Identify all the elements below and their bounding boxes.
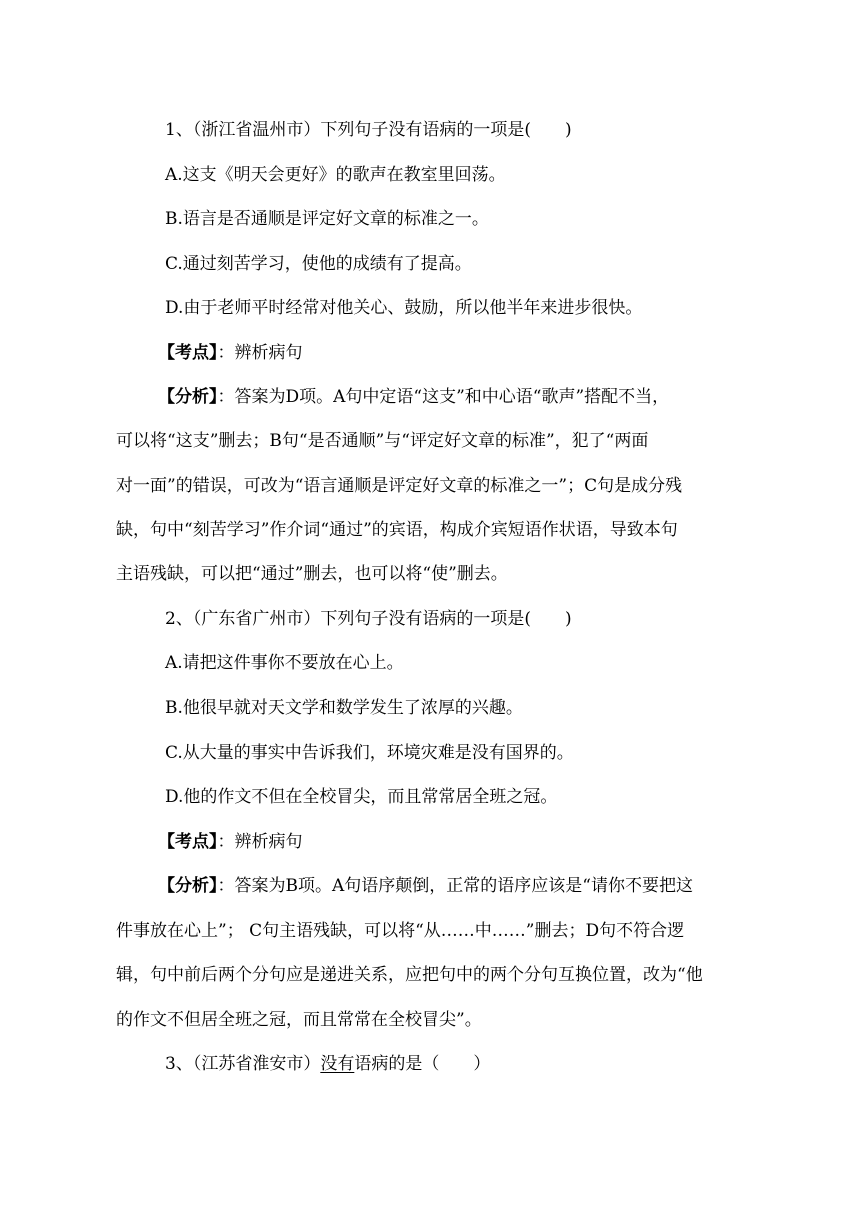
question-1-fenxi-line-4: 缺，句中“刻苦学习”作介词“通过”的宾语，构成介宾短语作状语，导致本句 — [116, 520, 678, 540]
question-2-option-d: D.他的作文不但在全校冒尖，而且常常居全班之冠。 — [165, 787, 558, 807]
fenxi-text: ：答案为B项。A句语序颠倒，正常的语序应该是“请你不要把这 — [217, 876, 693, 896]
question-3-stem-suffix: 语病的是（ ） — [354, 1054, 491, 1074]
question-2-option-c: C.从大量的事实中告诉我们，环境灾难是没有国界的。 — [165, 743, 574, 763]
kaodian-text: ：辨析病句 — [217, 343, 303, 363]
question-2-stem: 2、（广东省广州市）下列句子没有语病的一项是( ) — [165, 609, 572, 629]
question-1-option-b: B.语言是否通顺是评定好文章的标准之一。 — [165, 209, 489, 229]
question-2-fenxi-line-2: 件事放在心上”； C句主语残缺，可以将“从……中……”删去；D句不符合逻 — [116, 921, 685, 941]
fenxi-label: 【分析】 — [158, 387, 218, 407]
question-3-stem — [165, 1053, 490, 1075]
question-2-fenxi-line-4: 的作文不但居全班之冠，而且常常在全校冒尖”。 — [116, 1010, 482, 1030]
question-2-fenxi-line-1 — [158, 875, 693, 897]
fenxi-text: ：答案为D项。A句中定语“这支”和中心语“歌声”搭配不当， — [217, 387, 670, 407]
question-1-fenxi-line-3: 对一面”的错误，可改为“语言通顺是评定好文章的标准之一”；C句是成分残 — [116, 476, 683, 496]
kaodian-label: 【考点】 — [158, 343, 218, 363]
question-2-option-a: A.请把这件事你不要放在心上。 — [165, 653, 404, 673]
question-2-fenxi-line-3: 辑，句中前后两个分句应是递进关系，应把句中的两个分句互换位置，改为“他 — [116, 965, 703, 985]
question-1-fenxi-line-5: 主语残缺，可以把“通过”删去，也可以将“使”删去。 — [116, 564, 508, 584]
question-1-stem: 1、（浙江省温州市）下列句子没有语病的一项是( ) — [165, 120, 572, 140]
question-1-kaodian — [158, 342, 303, 364]
fenxi-label: 【分析】 — [158, 876, 218, 896]
question-1-option-d: D.由于老师平时经常对他关心、鼓励，所以他半年来进步很快。 — [165, 298, 643, 318]
question-1-fenxi-line-1 — [158, 386, 669, 408]
question-2-option-b: B.他很早就对天文学和数学发生了浓厚的兴趣。 — [165, 698, 523, 718]
question-2-kaodian — [158, 831, 303, 853]
question-1-option-c: C.通过刻苦学习，使他的成绩有了提高。 — [165, 254, 472, 274]
question-1-fenxi-line-2: 可以将“这支”删去；B句“是否通顺”与“评定好文章的标准”，犯了“两面 — [116, 431, 649, 451]
kaodian-label: 【考点】 — [158, 832, 218, 852]
question-3-stem-prefix: 3、（江苏省淮安市） — [165, 1054, 321, 1074]
question-3-stem-underlined: 没有 — [320, 1054, 355, 1074]
kaodian-text: ：辨析病句 — [217, 832, 303, 852]
question-1-option-a: A.这支《明天会更好》的歌声在教室里回荡。 — [165, 165, 506, 185]
